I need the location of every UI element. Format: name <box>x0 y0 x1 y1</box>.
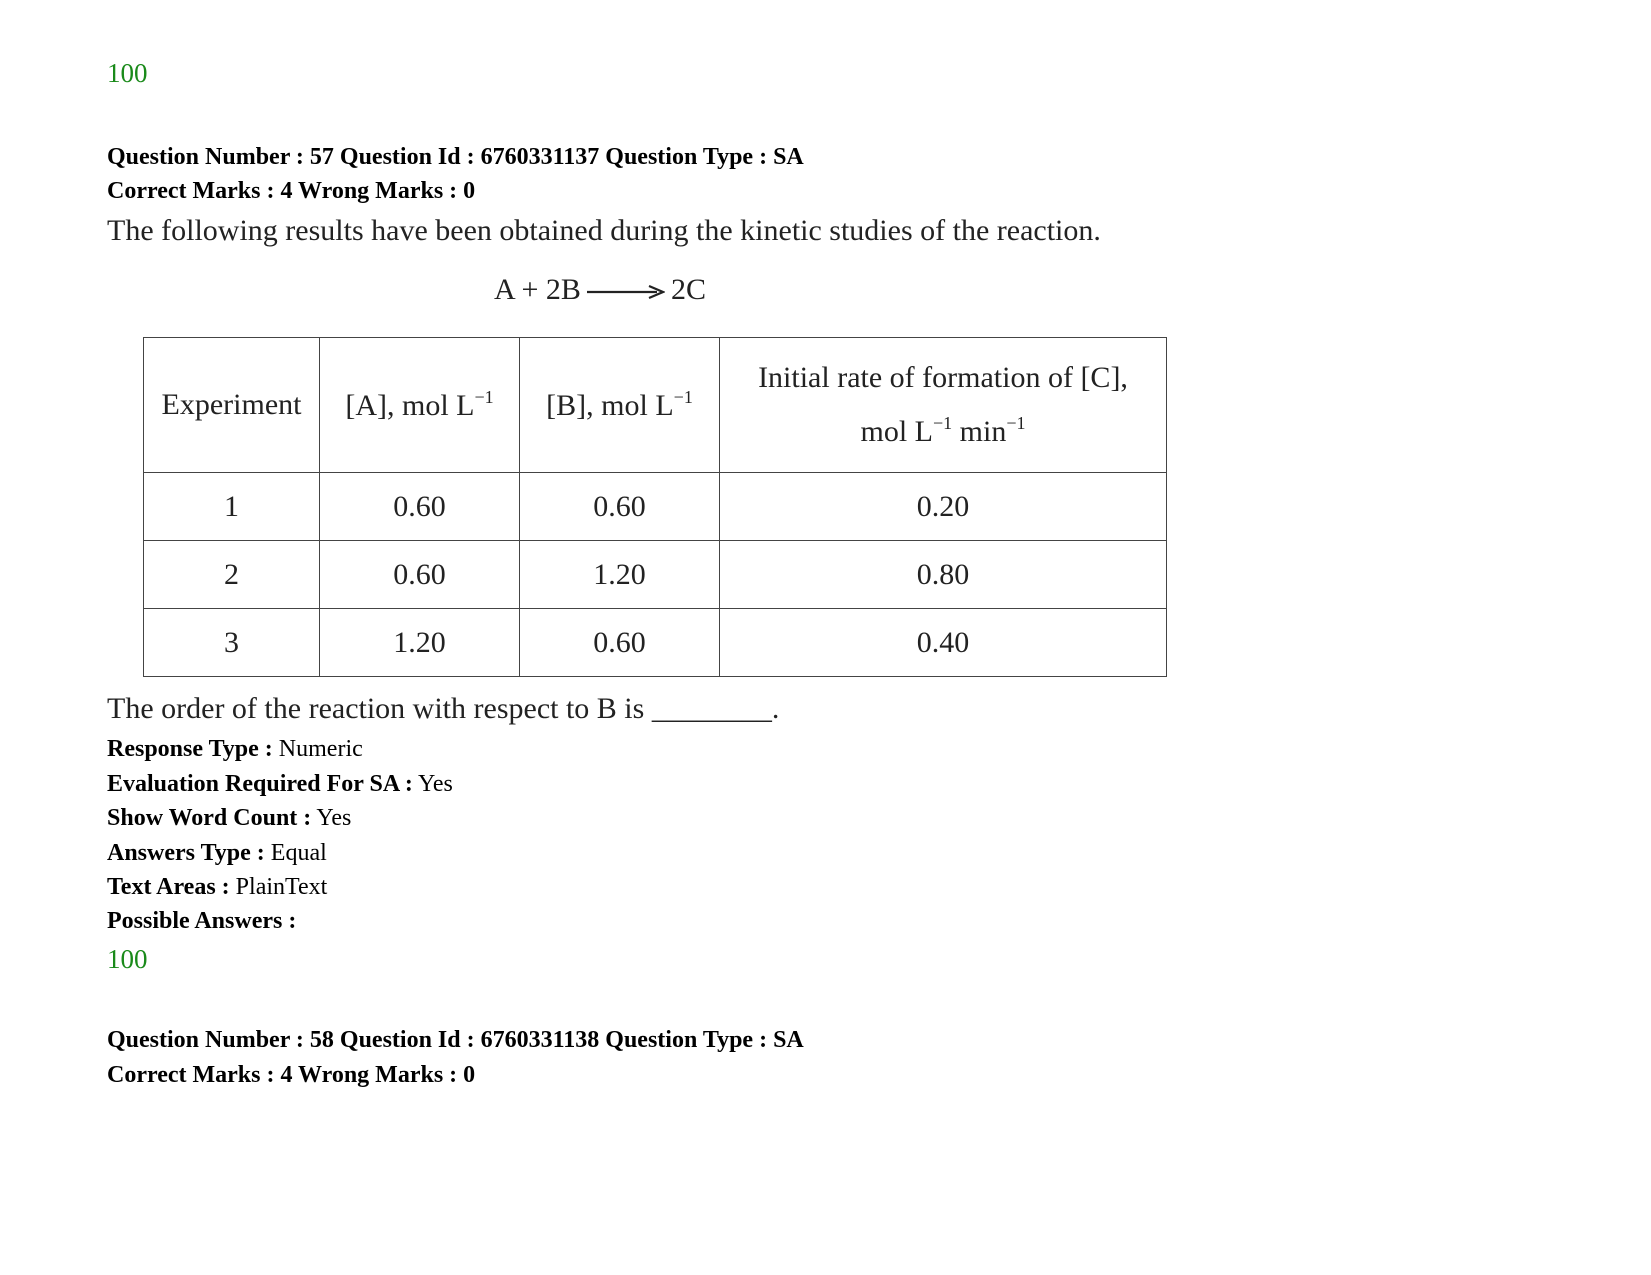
answers-type-value: Equal <box>270 840 327 866</box>
question-58-header: Question Number : 58 Question Id : 6760331138 Question Type : SA <box>107 1027 804 1053</box>
show-word-count <box>107 805 351 832</box>
cell-rate: 0.20 <box>720 473 1167 541</box>
possible-answers-label: Possible Answers : <box>107 908 297 934</box>
question-58-marks: Correct Marks : 4 Wrong Marks : 0 <box>107 1062 476 1088</box>
header-a-label: [A], mol L <box>345 389 475 422</box>
possible-answer-value: 100 <box>107 944 148 974</box>
answers-type-label: Answers Type : <box>107 840 265 866</box>
cell-experiment: 2 <box>144 541 320 609</box>
equation-reactants: A + 2B <box>494 273 581 306</box>
header-experiment: Experiment <box>144 338 320 473</box>
table-header-row <box>144 338 1167 473</box>
reaction-arrow-icon <box>587 285 665 299</box>
header-rate-line2 <box>720 413 1166 449</box>
header-rate-exp2: −1 <box>1006 413 1026 433</box>
cell-a: 1.20 <box>320 609 520 677</box>
equation-products: 2C <box>670 273 706 306</box>
header-b-concentration <box>520 338 720 473</box>
header-rate-unit-mol: mol L <box>860 415 933 448</box>
word-count-value: Yes <box>316 805 352 831</box>
cell-a: 0.60 <box>320 473 520 541</box>
question-57-marks: Correct Marks : 4 Wrong Marks : 0 <box>107 178 476 204</box>
cell-b: 0.60 <box>520 473 720 541</box>
header-b-exponent: −1 <box>673 387 693 407</box>
word-count-label: Show Word Count : <box>107 805 312 831</box>
evaluation-label: Evaluation Required For SA : <box>107 771 413 797</box>
evaluation-required <box>107 771 453 798</box>
header-a-concentration <box>320 338 520 473</box>
table-row <box>144 473 1167 541</box>
header-a-exponent: −1 <box>474 387 494 407</box>
cell-a: 0.60 <box>320 541 520 609</box>
previous-answer-value: 100 <box>107 58 148 88</box>
question-57-header: Question Number : 57 Question Id : 6760331137 Question Type : SA <box>107 144 804 170</box>
header-initial-rate <box>720 338 1167 473</box>
cell-rate: 0.40 <box>720 609 1167 677</box>
table-row <box>144 609 1167 677</box>
response-type-label: Response Type : <box>107 736 273 762</box>
possible-answers <box>107 908 296 935</box>
reaction-equation <box>494 273 706 307</box>
question-57-intro: The following results have been obtained during the kinetic studies of the reaction. <box>107 214 1101 247</box>
answers-type <box>107 840 327 867</box>
cell-b: 0.60 <box>520 609 720 677</box>
kinetics-data-table <box>143 337 1167 677</box>
evaluation-value: Yes <box>417 771 453 797</box>
header-b-label: [B], mol L <box>546 389 674 422</box>
header-rate-line1: Initial rate of formation of [C], <box>758 361 1128 394</box>
text-areas-label: Text Areas : <box>107 874 230 900</box>
response-type <box>107 736 363 763</box>
text-areas-value: PlainText <box>235 874 328 900</box>
response-type-value: Numeric <box>278 736 363 762</box>
cell-rate: 0.80 <box>720 541 1167 609</box>
header-rate-unit-min: min <box>952 415 1007 448</box>
cell-experiment: 1 <box>144 473 320 541</box>
text-areas <box>107 874 327 901</box>
cell-b: 1.20 <box>520 541 720 609</box>
question-57-prompt: The order of the reaction with respect to B is ________. <box>107 692 780 725</box>
header-rate-exp1: −1 <box>933 413 953 433</box>
table-row <box>144 541 1167 609</box>
cell-experiment: 3 <box>144 609 320 677</box>
